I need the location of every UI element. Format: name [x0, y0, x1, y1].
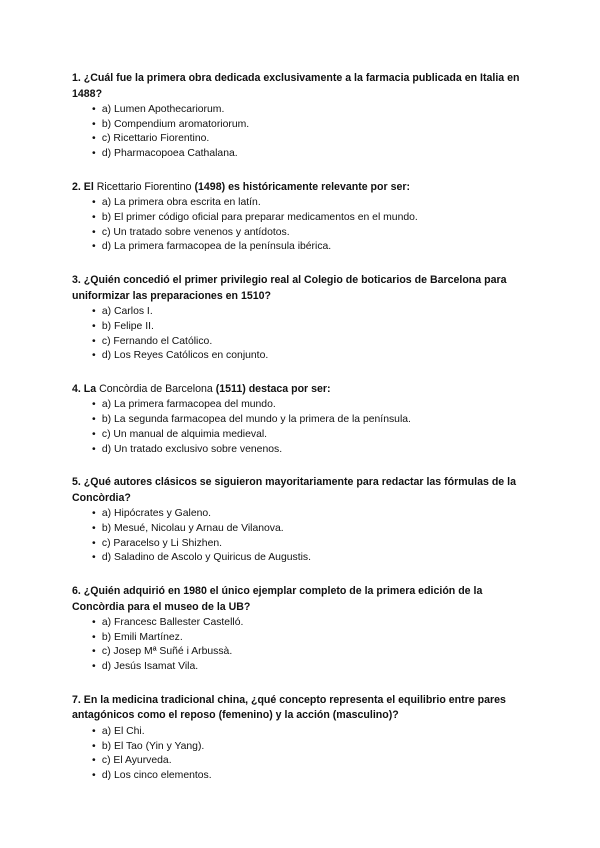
bullet-icon: • [92, 306, 96, 318]
answer-option [92, 305, 532, 320]
answer-option [92, 428, 532, 443]
answer-option-text: c) Fernando el Católico. [101, 335, 213, 347]
bullet-icon: • [92, 104, 96, 115]
bullet-icon: • [92, 755, 96, 767]
question-text: El [83, 180, 97, 193]
answer-option [92, 443, 532, 458]
question-text: La [83, 382, 100, 395]
bullet-icon: • [92, 320, 96, 332]
answer-option-text: b) El primer código oficial para preparar medicamentos en el mundo. [101, 212, 418, 224]
question-title [72, 475, 532, 506]
question-7 [72, 693, 532, 784]
answer-option-text: c) El Ayurveda. [101, 755, 172, 767]
answer-option-text: b) Mesué, Nicolau y Arnau de Vilanova. [101, 522, 284, 534]
question-5 [72, 475, 532, 566]
answer-option [92, 335, 532, 350]
answer-option [92, 196, 532, 211]
answer-option [92, 320, 532, 335]
question-text: (1498) es históricamente relevante por ser: [194, 180, 411, 193]
question-text: Ricettario Fiorentino [96, 180, 195, 193]
bullet-icon: • [92, 226, 96, 238]
answer-option [92, 507, 532, 522]
question-title [72, 273, 532, 304]
answer-option-text: a) Lumen Apothecariorum. [101, 104, 225, 115]
answer-option [92, 769, 532, 784]
answer-option-text: a) La primera farmacopea del mundo. [101, 399, 276, 411]
bullet-icon: • [92, 428, 96, 440]
bullet-icon: • [92, 335, 96, 347]
question-title [72, 693, 532, 724]
bullet-icon: • [92, 522, 96, 534]
answer-option [92, 398, 532, 413]
bullet-icon: • [92, 740, 96, 752]
answer-option [92, 616, 532, 631]
question-number: 1. [72, 72, 81, 84]
answer-option [92, 240, 532, 255]
answer-options [72, 616, 532, 675]
answer-option-text: d) La primera farmacopea de la península ibérica. [101, 241, 332, 253]
answer-option [92, 226, 532, 241]
answer-option [92, 740, 532, 755]
answer-option [92, 413, 532, 428]
question-text: Concòrdia de Barcelona [99, 382, 216, 395]
bullet-icon: • [92, 197, 96, 209]
answer-option-text: d) Jesús Isamat Vila. [101, 661, 199, 673]
answer-option-text: c) Paracelso y Li Shizhen. [101, 537, 223, 549]
answer-option-text: b) La segunda farmacopea del mundo y la primera de la península. [101, 414, 411, 426]
question-title [72, 71, 532, 102]
bullet-icon: • [92, 241, 96, 253]
question-6 [72, 584, 532, 675]
answer-option-text: d) Saladino de Ascolo y Quiricus de Augustis. [101, 552, 311, 564]
question-1 [72, 71, 532, 162]
answer-options [72, 305, 532, 364]
answer-option [92, 537, 532, 552]
bullet-icon: • [92, 133, 96, 145]
question-number: 6. [72, 585, 81, 598]
answer-option [92, 118, 532, 133]
question-list [72, 71, 532, 802]
answer-option-text: b) Felipe II. [101, 320, 154, 332]
answer-option-text: a) El Chi. [101, 725, 145, 737]
question-number: 4. [72, 382, 81, 395]
bullet-icon: • [92, 508, 96, 520]
question-text: ¿Qué autores clásicos se siguieron mayoritariamente para redactar las fórmulas de la Concòrdia? [72, 476, 516, 504]
bullet-icon: • [92, 148, 96, 160]
answer-option [92, 725, 532, 740]
bullet-icon: • [92, 725, 96, 737]
answer-option-text: a) Hipócrates y Galeno. [101, 508, 212, 520]
bullet-icon: • [92, 350, 96, 362]
bullet-icon: • [92, 399, 96, 411]
answer-option-text: b) Emili Martínez. [101, 631, 183, 643]
question-number: 7. [72, 693, 81, 706]
bullet-icon: • [92, 617, 96, 629]
answer-option-text: a) Francesc Ballester Castelló. [101, 617, 244, 629]
question-title [72, 584, 532, 615]
answer-options [72, 725, 532, 784]
bullet-icon: • [92, 631, 96, 643]
answer-option [92, 132, 532, 147]
answer-option-text: c) Un manual de alquimia medieval. [101, 428, 268, 440]
bullet-icon: • [92, 118, 96, 130]
answer-options [72, 507, 532, 566]
answer-option [92, 631, 532, 646]
bullet-icon: • [92, 443, 96, 455]
answer-option-text: d) Los cinco elementos. [101, 769, 212, 781]
answer-option [92, 147, 532, 162]
bullet-icon: • [92, 212, 96, 224]
bullet-icon: • [92, 552, 96, 564]
answer-option [92, 754, 532, 769]
answer-option [92, 522, 532, 537]
bullet-icon: • [92, 646, 96, 658]
bullet-icon: • [92, 414, 96, 426]
question-title [72, 180, 532, 196]
question-text: En la medicina tradicional china, ¿qué concepto representa el equilibrio entre pares antagónicos como el reposo (femenino) y la acción (masculino)? [72, 693, 506, 722]
question-number: 3. [72, 274, 81, 287]
question-text: ¿Cuál fue la primera obra dedicada exclusivamente a la farmacia publicada en Italia en 1488? [72, 72, 520, 100]
answer-option [92, 660, 532, 675]
answer-options [72, 196, 532, 255]
question-4 [72, 382, 532, 457]
answer-option [92, 349, 532, 364]
answer-option [92, 645, 532, 660]
answer-option-text: c) Josep Mª Suñé i Arbussà. [101, 646, 233, 658]
question-3 [72, 273, 532, 364]
question-text: ¿Quién concedió el primer privilegio real al Colegio de boticarios de Barcelona para uniformizar las preparaciones en 1510? [72, 274, 507, 302]
question-number: 5. [72, 476, 81, 489]
answer-option-text: a) Carlos I. [101, 306, 153, 318]
answer-option [92, 211, 532, 226]
answer-option-text: d) Un tratado exclusivo sobre venenos. [101, 443, 283, 455]
question-2 [72, 180, 532, 255]
bullet-icon: • [92, 769, 96, 781]
answer-option [92, 551, 532, 566]
answer-option-text: d) Pharmacopoea Cathalana. [101, 148, 238, 160]
answer-options [72, 398, 532, 457]
answer-option-text: d) Los Reyes Católicos en conjunto. [101, 350, 269, 362]
answer-option-text: c) Ricettario Fiorentino. [101, 133, 210, 145]
question-number: 2. [72, 180, 81, 193]
question-text: (1511) destaca por ser: [215, 382, 331, 395]
answer-option-text: b) El Tao (Yin y Yang). [101, 740, 205, 752]
answer-options [72, 103, 532, 162]
answer-option-text: a) La primera obra escrita en latín. [101, 197, 261, 209]
bullet-icon: • [92, 537, 96, 549]
answer-option-text: c) Un tratado sobre venenos y antídotos. [101, 226, 290, 238]
question-text: ¿Quién adquirió en 1980 el único ejemplar completo de la primera edición de la Concòrdia para el museo de la UB? [72, 585, 483, 613]
answer-option [92, 103, 532, 118]
question-title [72, 382, 532, 398]
bullet-icon: • [92, 661, 96, 673]
answer-option-text: b) Compendium aromatoriorum. [101, 118, 250, 130]
